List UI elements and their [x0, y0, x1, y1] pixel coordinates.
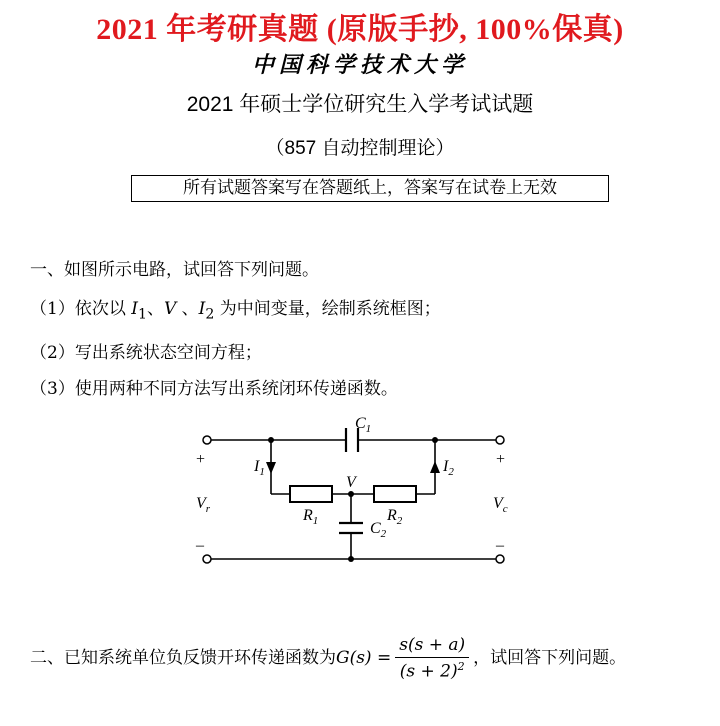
subject-title: （857 自动控制理论） [265, 138, 455, 159]
plus-left: + [196, 451, 206, 468]
question-2-suffix: ，试回答下列问题。 [473, 647, 627, 668]
transfer-function-fraction [395, 635, 469, 682]
banner-title: 2021 年考研真题 (原版手抄, 100%保真) [96, 13, 624, 46]
resistor-r1 [290, 486, 332, 502]
denominator-exponent: 2 [457, 660, 465, 673]
separator: 、 [176, 299, 199, 319]
school-name: 中国科学技术大学 [251, 52, 468, 77]
denominator [395, 658, 469, 682]
question-1-part-3: （3）使用两种不同方法写出系统闭环传递函数。 [30, 379, 398, 399]
question-2-prefix: 二、已知系统单位负反馈开环传递函数为 [30, 647, 336, 668]
label-v: V [346, 474, 356, 491]
label-i1: $I_1$ [254, 458, 265, 478]
exam-title: 2021 年硕士学位研究生入学考试试题 [186, 93, 534, 116]
minus-right: – [496, 537, 504, 554]
terminal-bottom-left [203, 555, 211, 563]
var-v: V [163, 299, 177, 319]
current-arrow-up-icon [430, 461, 440, 473]
transfer-function-lhs: G(s) = [336, 647, 392, 668]
resistor-r2 [374, 486, 416, 502]
var-i1: I [131, 299, 138, 319]
current-arrow-down-icon [266, 462, 276, 474]
var-i2: I [198, 299, 206, 319]
question-1-stem: 一、如图所示电路，试回答下列问题。 [30, 260, 319, 280]
terminal-bottom-right [496, 555, 504, 563]
question-1-part-2: （2）写出系统状态空间方程； [30, 343, 262, 363]
plus-right: + [496, 451, 506, 468]
label-c1: $C_1$ [355, 415, 372, 435]
junction-dot [348, 491, 354, 497]
part-1-suffix: 为中间变量，绘制系统框图； [214, 299, 441, 319]
label-vr: $V_r$ [196, 495, 211, 515]
label-r1: $R_1$ [303, 507, 319, 527]
junction-dot [348, 556, 354, 562]
question-2 [30, 635, 626, 682]
var-i1-sub: 1 [137, 306, 147, 323]
label-c2: $C_2$ [370, 520, 387, 540]
terminal-top-right [496, 436, 504, 444]
junction-dot [268, 437, 274, 443]
label-r2: $R_2$ [387, 507, 403, 527]
label-vc: $V_c$ [493, 495, 508, 515]
junction-dot [432, 437, 438, 443]
notice-box: 所有试题答案写在答题纸上，答案写在试卷上无效 [131, 175, 609, 202]
denominator-base: (s + 2) [399, 661, 458, 682]
numerator: s(s + a) [395, 635, 469, 658]
terminal-top-left [203, 436, 211, 444]
var-i2-sub: 2 [205, 306, 215, 323]
minus-left: – [196, 537, 204, 554]
part-1-prefix: （1）依次以 [30, 299, 132, 319]
label-i2: $I_2$ [443, 458, 454, 478]
separator: 、 [146, 299, 164, 319]
